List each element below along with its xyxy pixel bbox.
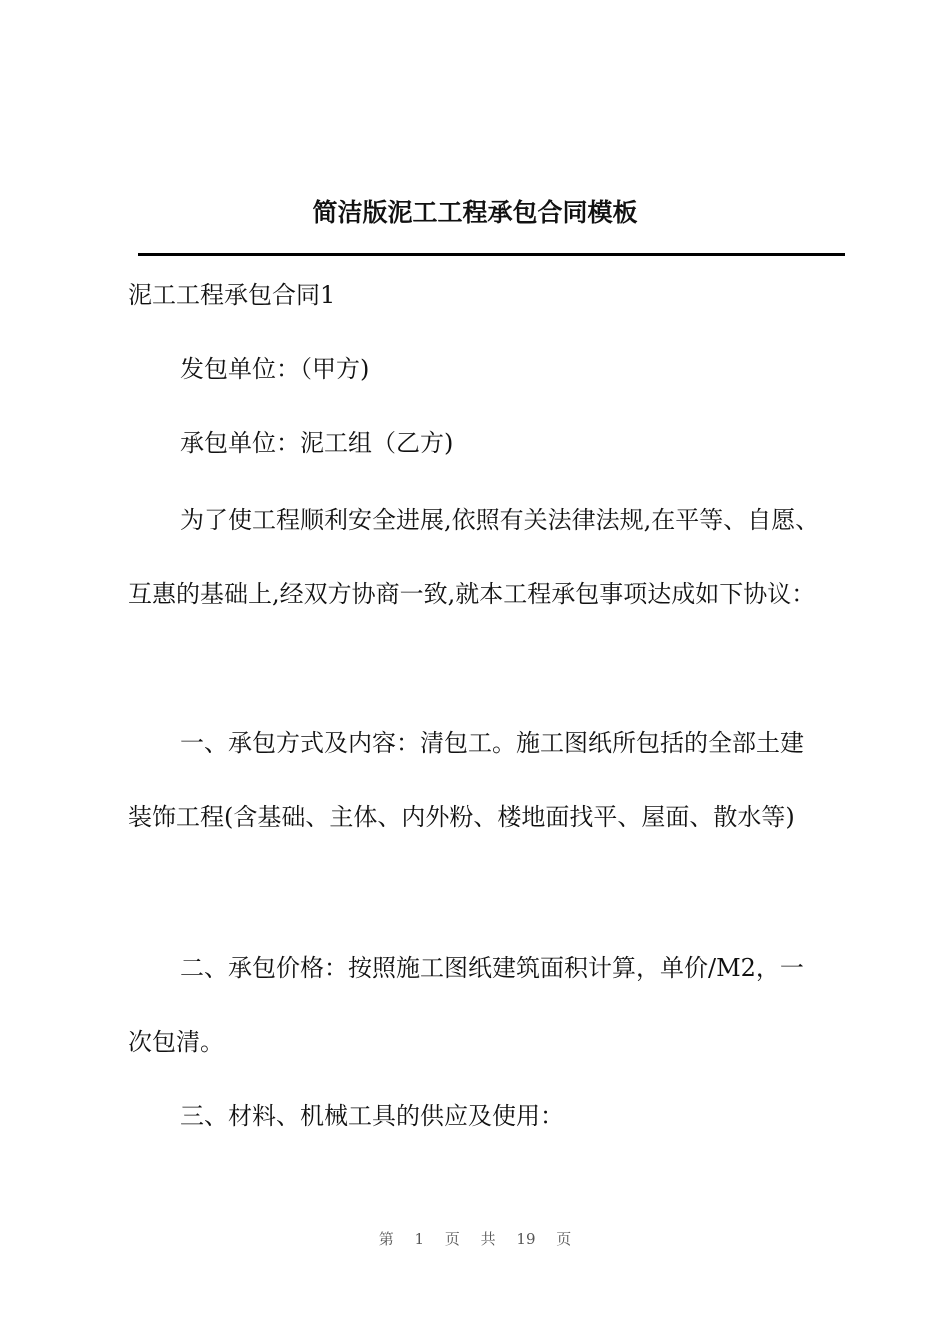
paragraph-party-a: 发包单位：（甲方)	[180, 355, 370, 383]
footer-total-pages: 19	[516, 1230, 536, 1248]
paragraph-party-b: 承包单位：泥工组（乙方)	[180, 429, 454, 457]
page-footer	[0, 1228, 950, 1249]
footer-page-number: 1	[414, 1230, 425, 1248]
clause-3-line-1: 三、材料、机械工具的供应及使用：	[180, 1102, 564, 1130]
paragraph-intro-line-2: 互惠的基础上,经双方协商一致,就本工程承包事项达成如下协议：	[128, 580, 816, 608]
document-title: 简洁版泥工工程承包合同模板	[312, 198, 638, 227]
paragraph-intro-line-1: 为了使工程顺利安全进展,依照有关法律法规,在平等、自愿、	[180, 506, 820, 534]
clause-2-line-1: 二、承包价格：按照施工图纸建筑面积计算，单价/M2，一	[180, 954, 804, 982]
clause-1-line-1: 一、承包方式及内容：清包工。施工图纸所包括的全部土建	[180, 729, 804, 757]
contract-heading: 泥工工程承包合同1	[128, 281, 336, 309]
clause-1-line-2: 装饰工程(含基础、主体、内外粉、楼地面找平、屋面、散水等)	[128, 803, 795, 831]
footer-ye: 页	[444, 1230, 460, 1248]
title-underline	[138, 253, 845, 256]
clause-2-line-2: 次包清。	[128, 1028, 224, 1056]
footer-di: 第	[378, 1230, 394, 1248]
footer-gong: 共	[480, 1230, 496, 1248]
footer-ye-2: 页	[556, 1230, 572, 1248]
